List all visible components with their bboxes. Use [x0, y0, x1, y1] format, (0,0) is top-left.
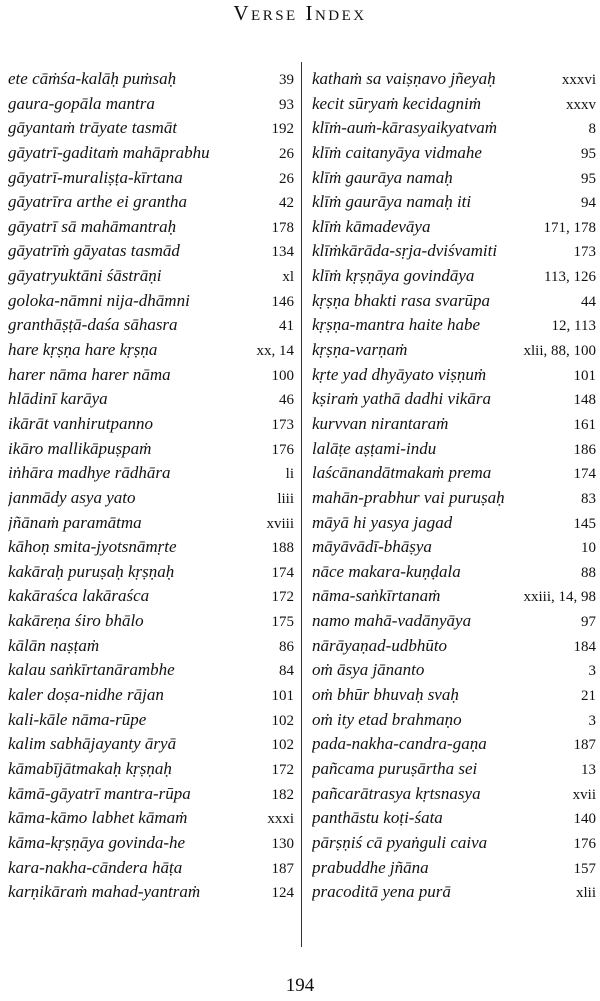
page-reference: 145 — [573, 515, 596, 532]
index-entry — [312, 486, 596, 511]
page-reference: 101 — [271, 688, 294, 705]
verse-term: oṁ ity etad brahmaṇo — [312, 709, 462, 729]
page-reference: li — [285, 466, 294, 483]
verse-term: kakāraśca lakāraśca — [8, 586, 150, 606]
verse-term: kathaṁ sa vaiṣṇavo jñeyaḥ — [312, 69, 496, 88]
verse-term: klīṁ-auṁ-kārasyaikyatvaṁ — [312, 118, 498, 138]
page-reference: xlii — [575, 885, 596, 902]
page-reference: xxiii, 14, 98 — [523, 589, 596, 606]
index-entry — [8, 683, 294, 708]
verse-term: mahān-prabhur vai puruṣaḥ — [312, 487, 505, 507]
index-entry — [312, 264, 596, 289]
index-entry — [8, 239, 294, 264]
verse-term: pada-nakha-candra-gaṇa — [312, 734, 487, 754]
verse-term: panthāstu koṭi-śata — [312, 808, 443, 828]
verse-term: gaura-gopāla mantra — [8, 93, 155, 113]
index-entry — [8, 412, 294, 437]
verse-term: klīṁ gaurāya namaḥ — [312, 167, 453, 187]
page-reference: 13 — [581, 761, 596, 778]
page-reference: 192 — [271, 121, 294, 138]
index-entry — [8, 363, 294, 388]
verse-term: kalau saṅkīrtanārambhe — [8, 660, 175, 680]
page-reference: 10 — [581, 540, 596, 557]
index-entry — [8, 757, 294, 782]
page-reference: 26 — [279, 145, 294, 162]
page-reference: 95 — [581, 145, 596, 162]
verse-term: nāma-saṅkīrtanaṁ — [312, 586, 441, 606]
page-reference: 102 — [271, 712, 294, 729]
verse-term: laścānandātmakaṁ prema — [312, 463, 492, 483]
index-entry — [312, 116, 596, 141]
index-entry — [312, 806, 596, 831]
page-reference: 173 — [271, 416, 294, 433]
page-reference: 173 — [573, 244, 596, 261]
verse-term: jñānaṁ paramātma — [8, 512, 142, 532]
index-entry — [312, 239, 596, 264]
verse-term: karṇikāraṁ mahad-yantraṁ — [8, 882, 201, 902]
index-entry — [8, 338, 294, 363]
page-reference: xxxi — [267, 811, 294, 828]
index-entry — [312, 141, 596, 166]
index-entry — [312, 634, 596, 659]
index-entry — [8, 461, 294, 486]
index-entry — [8, 92, 294, 117]
index-entry — [8, 634, 294, 659]
verse-term: kurvvan nirantaraṁ — [312, 413, 449, 433]
verse-term: prabuddhe jñāna — [312, 857, 429, 877]
verse-term: ete cāṁśa-kalāḥ puṁsaḥ — [8, 69, 177, 88]
verse-term: kecit sūryaṁ kecidagniṁ — [312, 93, 481, 113]
verse-term: kara-nakha-cāndera hāṭa — [8, 857, 183, 877]
page-reference: 186 — [573, 441, 596, 458]
verse-term: kaler doṣa-nidhe rājan — [8, 685, 164, 705]
page-reference: 124 — [271, 885, 294, 902]
verse-term: pañcama puruṣārtha sei — [312, 758, 478, 778]
verse-term: kāmā-gāyatrī mantra-rūpa — [8, 783, 191, 803]
verse-term: klīṁ caitanyāya vidmahe — [312, 142, 482, 162]
page-reference: 134 — [271, 244, 294, 261]
verse-term: klīṁkārāda-sṛja-dviśvamiti — [312, 241, 498, 261]
verse-term: pārṣṇiś cā pyaṅguli caiva — [312, 832, 488, 852]
index-entry — [8, 806, 294, 831]
index-entry — [8, 856, 294, 881]
index-entry — [312, 609, 596, 634]
index-entry — [8, 658, 294, 683]
page-reference: xviii — [266, 515, 294, 532]
index-entry — [312, 215, 596, 240]
page-reference: 171, 178 — [543, 219, 596, 236]
verse-term: hlādinī karāya — [8, 389, 108, 409]
index-entry — [312, 856, 596, 881]
running-head-text: Verse Index — [233, 1, 367, 25]
index-entry — [312, 782, 596, 807]
index-entry — [8, 535, 294, 560]
verse-term: lalāṭe aṣṭami-indu — [312, 438, 437, 458]
verse-term: gāyantaṁ trāyate tasmāt — [8, 118, 178, 138]
index-entry — [312, 831, 596, 856]
index-entry — [8, 831, 294, 856]
verse-term: kali-kāle nāma-rūpe — [8, 709, 147, 729]
verse-term: ikāro mallikāpuṣpaṁ — [8, 438, 152, 458]
page-reference: 157 — [573, 860, 596, 877]
index-entry — [8, 486, 294, 511]
page-reference: 42 — [279, 195, 294, 212]
verse-term: gāyatrī sā mahāmantraḥ — [8, 216, 177, 236]
verse-term: kālān naṣṭaṁ — [8, 635, 100, 655]
index-entry — [8, 708, 294, 733]
page-reference: 88 — [581, 564, 596, 581]
index-entry — [8, 116, 294, 141]
page-reference: 148 — [573, 392, 596, 409]
page-reference: 174 — [271, 564, 294, 581]
verse-term: gāyatrīra arthe ei grantha — [8, 192, 187, 212]
verse-term: gāyatrīṁ gāyatas tasmād — [8, 241, 180, 261]
verse-term: nārāyaṇad-udbhūto — [312, 635, 448, 655]
verse-term: kakāreṇa śiro bhālo — [8, 611, 144, 631]
page-reference: 46 — [279, 392, 294, 409]
page-reference: 172 — [271, 761, 294, 778]
page-reference: 86 — [279, 638, 294, 655]
verse-term: ikārāt vanhirutpanno — [8, 413, 153, 433]
index-entry — [312, 880, 596, 905]
page-reference: 44 — [581, 293, 596, 310]
index-entry — [8, 264, 294, 289]
index-entry — [8, 313, 294, 338]
page-reference: 12, 113 — [551, 318, 596, 335]
verse-term: kalim sabhājayanty āryā — [8, 734, 177, 754]
page-reference: 95 — [581, 170, 596, 187]
index-entry — [312, 535, 596, 560]
page-reference: 3 — [588, 663, 596, 680]
page-reference: 146 — [271, 293, 294, 310]
verse-index — [0, 67, 600, 947]
index-entry — [312, 708, 596, 733]
page-reference: xxxvi — [561, 72, 596, 88]
index-entry — [8, 609, 294, 634]
verse-term: gāyatryuktāni śāstrāṇi — [8, 266, 162, 286]
page-reference: 174 — [573, 466, 596, 483]
verse-term: māyā hi yasya jagad — [312, 512, 453, 532]
index-entry — [312, 166, 596, 191]
verse-term: kakāraḥ puruṣaḥ kṛṣṇaḥ — [8, 561, 175, 581]
index-entry — [312, 511, 596, 536]
verse-term: namo mahā-vadānyāya — [312, 611, 472, 631]
index-entry — [8, 560, 294, 585]
verse-term: harer nāma harer nāma — [8, 364, 171, 384]
index-entry — [8, 215, 294, 240]
index-entry — [312, 190, 596, 215]
index-entry — [312, 67, 596, 92]
verse-term: granthāṣṭā-daśa sāhasra — [8, 315, 178, 335]
page-reference: xl — [282, 269, 294, 286]
page-reference: 113, 126 — [544, 269, 596, 286]
index-entry — [8, 190, 294, 215]
page-reference: 140 — [573, 811, 596, 828]
page-reference: 83 — [581, 490, 596, 507]
page-reference: 84 — [279, 663, 294, 680]
page-reference: 161 — [573, 416, 596, 433]
page-reference: 41 — [279, 318, 294, 335]
page-reference: 187 — [271, 860, 294, 877]
verse-term: oṁ bhūr bhuvaḥ svaḥ — [312, 685, 459, 705]
verse-term: kāhoṇ smita-jyotsnāmṛte — [8, 537, 177, 557]
page-reference: xx, 14 — [256, 343, 294, 360]
index-entry — [8, 880, 294, 905]
index-entry — [8, 387, 294, 412]
index-entry — [312, 584, 596, 609]
verse-term: klīṁ kṛṣṇāya govindāya — [312, 266, 475, 286]
verse-term: iṅhāra madhye rādhāra — [8, 463, 171, 483]
verse-term: pañcarātrasya kṛtsnasya — [312, 783, 481, 803]
page-reference: 8 — [588, 121, 596, 138]
verse-term: kāma-kṛṣṇāya govinda-he — [8, 832, 186, 852]
index-entry — [8, 166, 294, 191]
verse-term: nāce makara-kuṇḍala — [312, 561, 461, 581]
page-reference: xlii, 88, 100 — [523, 343, 596, 360]
verse-term: pracoditā yena purā — [312, 882, 451, 902]
index-entry — [8, 437, 294, 462]
left-column — [8, 67, 294, 947]
verse-term: kāma-kāmo labhet kāmaṁ — [8, 808, 188, 828]
verse-term: kāmabījātmakaḥ kṛṣṇaḥ — [8, 758, 172, 778]
verse-term: goloka-nāmni nija-dhāmni — [8, 290, 190, 310]
index-entry — [312, 289, 596, 314]
verse-term: hare kṛṣṇa hare kṛṣṇa — [8, 340, 158, 360]
verse-term: klīṁ kāmadevāya — [312, 216, 431, 236]
running-head — [0, 0, 600, 26]
index-entry — [312, 560, 596, 585]
index-entry — [312, 461, 596, 486]
page-reference: 101 — [573, 367, 596, 384]
page-number: 194 — [285, 975, 315, 996]
page-reference: xxxv — [566, 96, 596, 113]
verse-term: gāyatrī-gaditaṁ mahāprabhu — [8, 142, 210, 162]
index-entry — [8, 289, 294, 314]
page-reference: 21 — [581, 688, 596, 705]
page-reference: 39 — [279, 72, 294, 88]
verse-term: māyāvādī-bhāṣya — [312, 537, 432, 557]
page-reference: 188 — [271, 540, 294, 557]
page-reference: 26 — [279, 170, 294, 187]
verse-term: kṛṣṇa-mantra haite habe — [312, 315, 481, 335]
page-reference: 182 — [271, 786, 294, 803]
index-entry — [312, 92, 596, 117]
index-entry — [8, 584, 294, 609]
page-reference: 176 — [573, 835, 596, 852]
page-reference: 94 — [581, 195, 596, 212]
page-reference: 130 — [271, 835, 294, 852]
index-entry — [312, 387, 596, 412]
page-reference: 97 — [581, 614, 596, 631]
index-entry — [312, 732, 596, 757]
page-reference: 176 — [271, 441, 294, 458]
verse-term: kṛṣṇa-varṇaṁ — [312, 340, 408, 360]
verse-term: kṣiraṁ yathā dadhi vikāra — [312, 389, 491, 409]
verse-term: kṛṣṇa bhakti rasa svarūpa — [312, 290, 491, 310]
index-entry — [312, 683, 596, 708]
index-entry — [312, 757, 596, 782]
index-entry — [312, 658, 596, 683]
page-reference: 184 — [573, 638, 596, 655]
index-entry — [8, 732, 294, 757]
page-reference: liii — [277, 490, 294, 507]
page-reference: xvii — [572, 786, 596, 803]
page-reference: 3 — [588, 712, 596, 729]
page-reference: 175 — [271, 614, 294, 631]
page-reference: 93 — [279, 96, 294, 113]
verse-term: gāyatrī-muraliṣṭa-kīrtana — [8, 167, 183, 187]
page-reference: 187 — [573, 737, 596, 754]
page-reference: 172 — [271, 589, 294, 606]
index-entry — [312, 437, 596, 462]
index-entry — [312, 338, 596, 363]
verse-term: oṁ āsya jānanto — [312, 660, 425, 680]
index-entry — [8, 511, 294, 536]
index-entry — [8, 141, 294, 166]
page-reference: 100 — [271, 367, 294, 384]
right-column — [312, 67, 596, 947]
verse-term: kṛte yad dhyāyato viṣṇuṁ — [312, 364, 487, 384]
index-entry — [312, 412, 596, 437]
page-reference: 102 — [271, 737, 294, 754]
index-entry — [312, 363, 596, 388]
page-reference: 178 — [271, 219, 294, 236]
index-entry — [8, 67, 294, 92]
index-entry — [8, 782, 294, 807]
verse-term: janmādy asya yato — [8, 487, 136, 507]
index-entry — [312, 313, 596, 338]
verse-term: klīṁ gaurāya namaḥ iti — [312, 192, 472, 212]
